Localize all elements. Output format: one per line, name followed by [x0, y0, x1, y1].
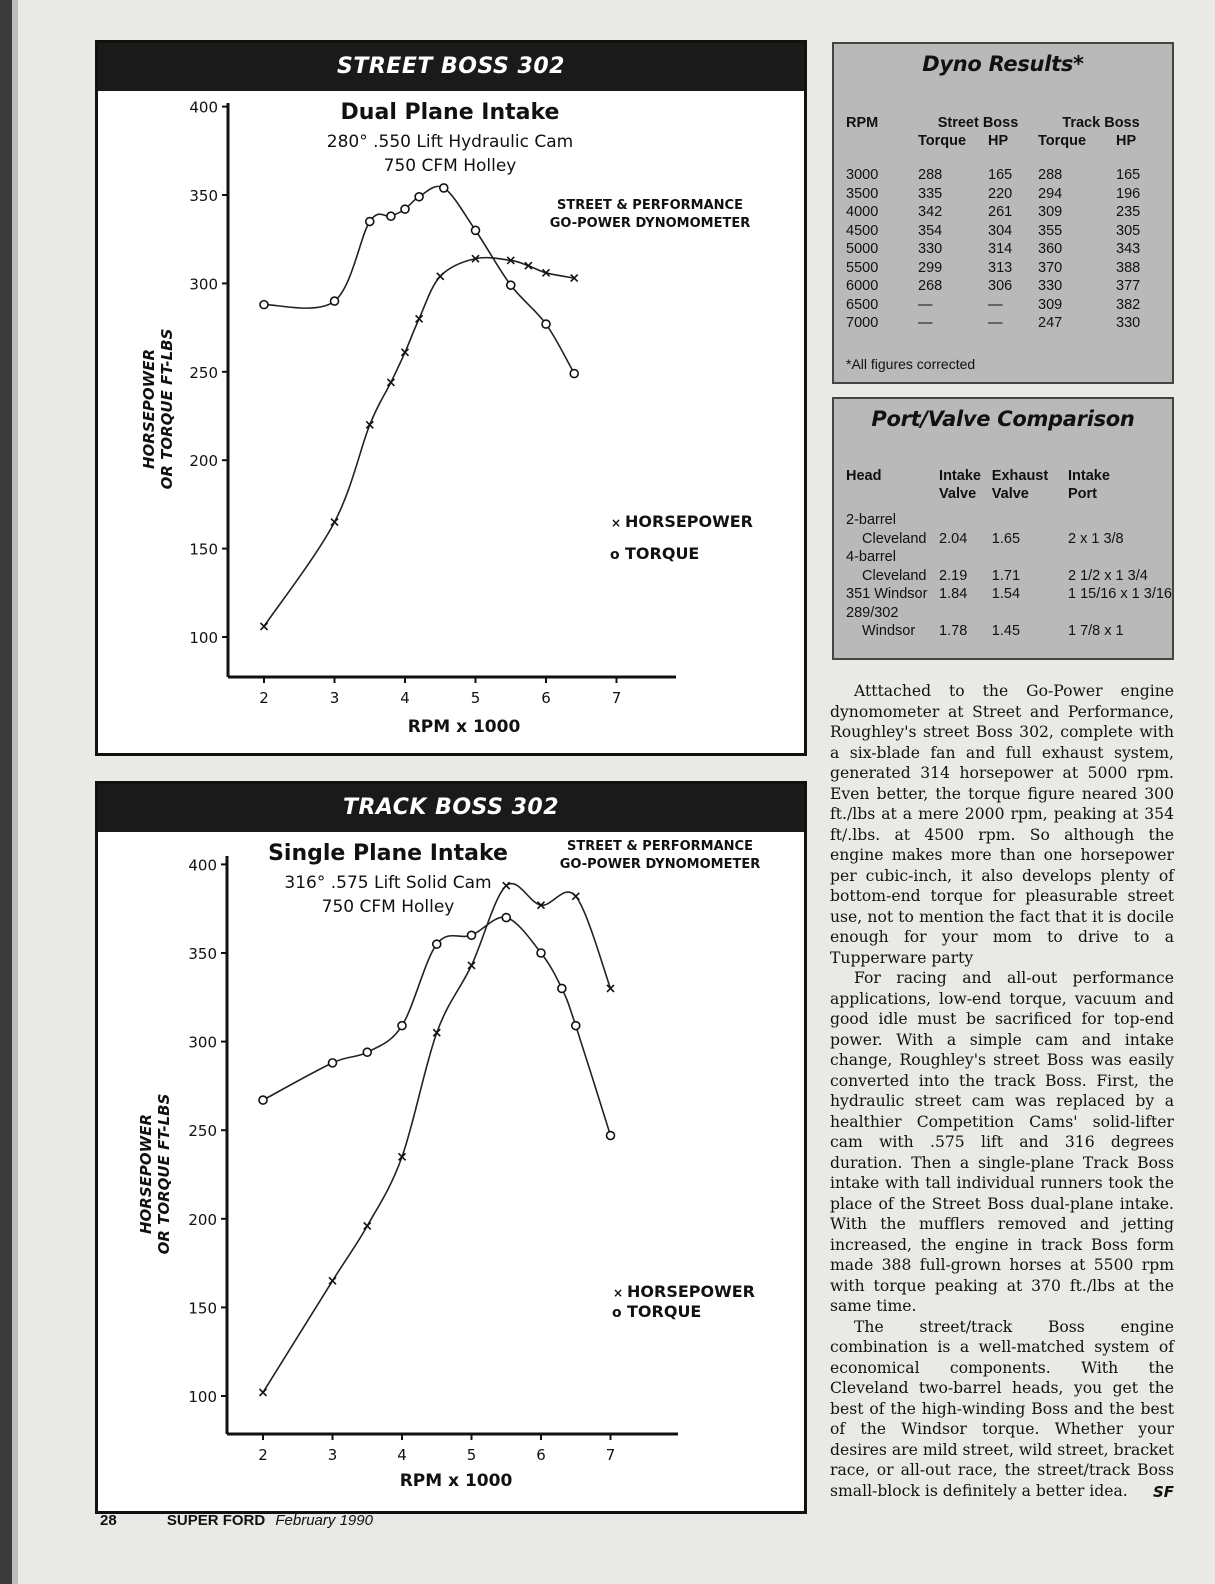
dyno-cell-street-hp: 220: [988, 185, 1013, 202]
track-boss-chart: [95, 781, 807, 1514]
street-torque-point: [401, 205, 409, 213]
dyno-cell-track-torque: 355: [1038, 222, 1063, 239]
track-horsepower-point: [260, 1389, 267, 1396]
port-head-group: 289/302: [846, 604, 899, 621]
track-torque-point: [502, 914, 510, 922]
dyno-cell-street-torque: —: [918, 296, 933, 313]
dyno-row: [846, 185, 1164, 204]
street-horsepower-point: [416, 315, 423, 322]
track-x-tick-label: 4: [397, 1446, 407, 1464]
dyno-header-row-2: [846, 132, 1164, 150]
dyno-cell-track-torque: 370: [1038, 259, 1063, 276]
street-y-tick-label: 350: [189, 187, 218, 205]
street-legend-hp-label: HORSEPOWER: [625, 512, 753, 531]
dyno-cell-track-hp: 305: [1116, 222, 1141, 239]
dyno-cell-street-torque: 335: [918, 185, 943, 202]
dyno-cell-street-hp: 165: [988, 167, 1013, 183]
port-col-exhaust-valve: Exhaust Valve: [991, 468, 1049, 502]
dyno-cell-track-hp: 235: [1116, 204, 1141, 220]
track-torque-point: [537, 949, 545, 957]
port-cell-intake: 2.19: [939, 567, 968, 584]
street-torque-point: [387, 212, 395, 220]
street-x-tick-label: 7: [611, 689, 622, 707]
track-x-tick-label: 5: [466, 1446, 477, 1464]
street-x-tick-label: 6: [541, 689, 551, 707]
dyno-cell-rpm: 5000: [846, 241, 879, 257]
dyno-cell-rpm: 3500: [846, 185, 879, 202]
dyno-cell-street-hp: 304: [988, 222, 1013, 239]
track-chart-header: TRACK BOSS 302: [98, 784, 804, 832]
street-horsepower-point: [331, 519, 338, 526]
street-x-tick-label: 4: [400, 689, 410, 707]
street-chart-header: STREET BOSS 302: [98, 43, 804, 91]
dyno-cell-track-torque: 309: [1038, 204, 1063, 220]
dyno-cell-street-torque: —: [918, 315, 933, 331]
track-horsepower-point: [433, 1029, 440, 1036]
street-legend-torque-symbol: o: [610, 547, 620, 563]
port-row: [846, 567, 1172, 586]
track-legend-torque-label: TORQUE: [627, 1302, 702, 1321]
port-valve-table: [846, 467, 1172, 641]
dyno-footnote: *All figures corrected: [846, 356, 976, 372]
track-dyno-label-2: GO-POWER DYNOMOMETER: [559, 857, 761, 872]
dyno-row: [846, 296, 1164, 315]
dyno-col-street-hp: HP: [988, 133, 1009, 149]
port-cell-port: 1 7/8 x 1: [1067, 623, 1124, 639]
track-x-tick-label: 3: [327, 1446, 338, 1464]
dyno-group-street: Street Boss: [937, 115, 1019, 131]
track-torque-point: [572, 1022, 580, 1030]
track-torque-point: [468, 931, 476, 939]
street-torque-point: [440, 184, 448, 192]
street-chart-spec-line-1: 280° .550 Lift Hydraulic Cam: [326, 132, 574, 152]
dyno-cell-street-hp: —: [988, 296, 1003, 313]
dyno-col-rpm: RPM: [846, 115, 879, 131]
dyno-cell-rpm: 3000: [846, 167, 879, 183]
track-y-tick-label: 200: [188, 1210, 217, 1229]
street-torque-point: [331, 297, 339, 305]
port-valve-box: [832, 397, 1174, 660]
port-row-label: [846, 548, 1172, 567]
dyno-cell-track-torque: 247: [1038, 315, 1063, 331]
port-cell-exhaust: 1.65: [991, 530, 1021, 547]
port-cell-exhaust: 1.71: [991, 567, 1021, 584]
article-body: [830, 681, 1174, 1502]
article-paragraph-3: [830, 1317, 1174, 1502]
dyno-cell-track-hp: 382: [1116, 296, 1141, 313]
track-y-tick-label: 250: [188, 1122, 217, 1141]
track-y-tick-label: 400: [188, 856, 217, 875]
page-binding: [0, 0, 12, 1584]
dyno-row: [846, 277, 1164, 296]
street-xlabel: RPM x 1000: [407, 717, 521, 737]
street-horsepower-point: [525, 262, 532, 269]
port-row: [846, 530, 1172, 549]
track-x-tick-label: 2: [258, 1446, 268, 1464]
track-horsepower-point: [468, 962, 475, 969]
street-horsepower-point: [366, 421, 373, 428]
street-torque-point: [415, 193, 423, 201]
street-torque-point: [570, 370, 578, 378]
track-torque-point: [259, 1096, 267, 1104]
track-xlabel: RPM x 1000: [399, 1471, 513, 1491]
street-torque-point: [472, 226, 480, 234]
track-dyno-label-1: STREET & PERFORMANCE: [567, 839, 753, 854]
track-horsepower-point: [399, 1153, 406, 1160]
port-col-intake-valve: Intake Valve: [939, 468, 981, 502]
track-torque-point: [329, 1059, 337, 1067]
port-cell-head: Cleveland: [862, 530, 927, 547]
article-paragraph-1: Atttached to the Go-Power engine dynomometer at Street and Performance, Roughley's street Boss 302, complete with a six-blade fan and full exhaust system, generated 314 horsepower at 5000 rpm. Even better, the torque figure neared 300 ft./lbs at a mere 2000 rpm, peaking at 354 ft/.lbs. at 4500 rpm. So although the engine makes more than one horsepower per cubic-inch, it also develops plenty of bottom-end torque for pleasurable street use, not to mention the fact that it is docile enough for your mom to drive to a Tupperware party: [830, 682, 1174, 967]
track-y-tick-label: 350: [188, 945, 217, 963]
track-horsepower-point: [329, 1277, 336, 1284]
street-y-tick-label: 200: [189, 452, 218, 471]
street-y-tick-label: 150: [189, 540, 218, 559]
street-y-tick-label: 250: [189, 363, 218, 382]
track-legend-torque-symbol: o: [612, 1305, 622, 1321]
dyno-cell-street-torque: 299: [918, 259, 943, 276]
track-ylabel-line-2: OR TORQUE FT-LBS: [155, 1093, 173, 1255]
track-y-tick-label: 100: [188, 1388, 217, 1406]
street-horsepower-point: [402, 349, 409, 356]
port-head-group: 4-barrel: [846, 549, 896, 565]
street-x-tick-label: 3: [329, 689, 340, 707]
track-torque-line: [263, 917, 611, 1135]
track-legend-hp-symbol: ×: [613, 1286, 624, 1300]
street-x-tick-label: 5: [470, 689, 481, 707]
dyno-cell-rpm: 7000: [846, 315, 879, 331]
track-chart-spec-line-1: 316° .575 Lift Solid Cam: [284, 873, 492, 893]
port-cell-intake: 2.04: [939, 530, 968, 547]
port-row-label: [846, 511, 1172, 530]
street-ylabel-line-1: HORSEPOWER: [140, 349, 158, 469]
dyno-cell-track-hp: 343: [1116, 241, 1141, 257]
page-number: 28: [100, 1512, 117, 1529]
dyno-results-title: Dyno Results*: [922, 52, 1084, 76]
dyno-cell-street-hp: 261: [988, 204, 1013, 220]
street-horsepower-point: [437, 273, 444, 280]
dyno-cell-track-hp: 377: [1116, 278, 1141, 294]
port-cell-intake: 1.84: [939, 586, 968, 602]
dyno-row: [846, 314, 1164, 333]
page-binding-edge: [12, 0, 18, 1584]
dyno-cell-street-hp: 314: [988, 241, 1013, 257]
street-y-tick-label: 300: [189, 275, 218, 294]
dyno-cell-street-torque: 288: [918, 167, 943, 183]
street-y-tick-label: 100: [189, 629, 218, 647]
street-horsepower-line: [264, 258, 574, 627]
port-row: [846, 585, 1172, 604]
dyno-cell-street-torque: 342: [918, 204, 943, 220]
dyno-cell-track-hp: 196: [1116, 185, 1141, 202]
port-cell-head: 351 Windsor: [846, 586, 928, 602]
street-x-tick-label: 2: [259, 689, 269, 707]
street-torque-point: [366, 218, 374, 226]
track-chart-svg: [98, 784, 804, 1511]
port-cell-exhaust: 1.54: [991, 586, 1021, 602]
street-legend-hp-symbol: ×: [611, 516, 622, 530]
port-head-group: 2-barrel: [846, 512, 896, 528]
dyno-cell-track-torque: 288: [1038, 167, 1063, 183]
dyno-col-street-torque: Torque: [918, 133, 967, 149]
article-paragraph-2: For racing and all-out performance applications, low-end torque, vacuum and good idle must be sacrificed for top-end power. With a simple cam and intake change, Roughley's street Boss was easily converted into the track Boss. First, the hydraulic street cam was replaced by a healthier Competition Cams' solid-lifter cam with .575 lift and 316 degrees duration. Then a single-plane Track Boss intake with tall individual runners took the place of the Street Boss dual-plane intake. With the mufflers removed and jetting increased, the engine in track Boss form made 388 full-grown horses at 5500 rpm with torque peaking at 370 ft./lbs at the same time.: [830, 969, 1174, 1315]
dyno-col-track-hp: HP: [1116, 133, 1137, 149]
dyno-row: [846, 222, 1164, 241]
track-ylabel-line-1: HORSEPOWER: [137, 1114, 155, 1234]
page-footer: [100, 1512, 373, 1529]
article-paragraph-3-text: The street/track Boss engine combination is a well-matched system of economical components. With the Cleveland two-barrel heads, you get the best of the high-winding Boss and the best of the Windsor torque. Whether your desires are mild street, wild street, bracket race, or all-out race, the street/track Boss small-block is definitely a better idea.: [830, 1317, 1174, 1500]
track-legend-hp-label: HORSEPOWER: [627, 1282, 755, 1301]
dyno-row: [846, 240, 1164, 259]
dyno-cell-street-torque: 268: [918, 278, 943, 294]
dyno-cell-track-hp: 388: [1116, 259, 1141, 276]
street-chart-svg: [98, 43, 804, 753]
street-torque-point: [260, 301, 268, 309]
track-horsepower-point: [364, 1222, 371, 1229]
dyno-cell-rpm: 6000: [846, 278, 879, 294]
dyno-cell-track-torque: 309: [1038, 296, 1063, 313]
dyno-cell-track-hp: 165: [1116, 167, 1141, 183]
track-chart-subtitle: Single Plane Intake: [268, 841, 508, 866]
street-chart-spec-line-2: 750 CFM Holley: [383, 156, 517, 176]
dyno-results-box: [832, 42, 1174, 384]
track-horsepower-line: [263, 883, 611, 1392]
street-torque-line: [264, 186, 574, 373]
track-torque-point: [363, 1048, 371, 1056]
port-valve-title: Port/Valve Comparison: [871, 407, 1135, 431]
dyno-cell-rpm: 4000: [846, 204, 879, 220]
street-ylabel-line-2: OR TORQUE FT-LBS: [158, 328, 176, 490]
dyno-cell-street-hp: 306: [988, 278, 1013, 294]
port-cell-head: Windsor: [862, 623, 916, 639]
port-cell-head: Cleveland: [862, 567, 927, 584]
track-torque-point: [607, 1132, 615, 1140]
street-dyno-label-1: STREET & PERFORMANCE: [557, 198, 743, 213]
street-horsepower-point: [261, 623, 268, 630]
end-mark-sf: SF: [1152, 1482, 1174, 1501]
port-cell-port: 2 1/2 x 1 3/4: [1067, 567, 1148, 584]
dyno-row: [846, 166, 1164, 185]
dyno-cell-rpm: 4500: [846, 222, 879, 239]
issue-date: February 1990: [275, 1512, 373, 1529]
track-torque-point: [433, 940, 441, 948]
port-cell-port: 2 x 1 3/8: [1067, 530, 1124, 547]
dyno-cell-street-hp: —: [988, 315, 1003, 331]
track-torque-point: [558, 984, 566, 992]
port-row-label: [846, 604, 1172, 623]
street-legend-torque-label: TORQUE: [625, 544, 700, 563]
track-torque-point: [398, 1022, 406, 1030]
dyno-cell-street-torque: 354: [918, 222, 943, 239]
dyno-header-row-1: [846, 114, 1164, 132]
port-header-row: [846, 467, 1172, 503]
port-cell-port: 1 15/16 x 1 3/16: [1067, 586, 1172, 602]
street-y-tick-label: 400: [189, 98, 218, 117]
street-torque-point: [507, 281, 515, 289]
track-horsepower-point: [572, 893, 579, 900]
street-chart-subtitle: Dual Plane Intake: [340, 100, 560, 125]
track-horsepower-point: [503, 882, 510, 889]
track-y-tick-label: 150: [188, 1299, 217, 1318]
magazine-name: SUPER FORD: [166, 1512, 266, 1529]
dyno-col-track-torque: Torque: [1038, 133, 1087, 149]
dyno-row: [846, 259, 1164, 278]
dyno-cell-rpm: 6500: [846, 296, 879, 313]
dyno-cell-street-hp: 313: [988, 259, 1013, 276]
dyno-cell-track-torque: 330: [1038, 278, 1063, 294]
track-chart-spec-line-2: 750 CFM Holley: [321, 897, 455, 917]
port-row: [846, 622, 1172, 641]
street-horsepower-point: [387, 379, 394, 386]
track-x-tick-label: 7: [605, 1446, 616, 1464]
dyno-group-track: Track Boss: [1062, 115, 1140, 131]
street-torque-point: [542, 320, 550, 328]
dyno-cell-track-torque: 360: [1038, 241, 1063, 257]
track-horsepower-point: [607, 985, 614, 992]
dyno-results-table: [846, 114, 1164, 333]
street-dyno-label-2: GO-POWER DYNOMOMETER: [549, 216, 751, 231]
port-cell-intake: 1.78: [939, 623, 968, 639]
port-cell-exhaust: 1.45: [991, 623, 1021, 639]
track-x-tick-label: 6: [536, 1446, 546, 1464]
dyno-cell-track-torque: 294: [1038, 185, 1063, 202]
dyno-row: [846, 203, 1164, 222]
dyno-cell-track-hp: 330: [1116, 315, 1141, 331]
port-col-head: Head: [846, 468, 882, 484]
street-boss-chart: [95, 40, 807, 756]
dyno-cell-rpm: 5500: [846, 259, 879, 276]
port-col-intake-port: Intake Port: [1067, 468, 1110, 502]
track-y-tick-label: 300: [188, 1033, 217, 1052]
dyno-cell-street-torque: 330: [918, 241, 943, 257]
